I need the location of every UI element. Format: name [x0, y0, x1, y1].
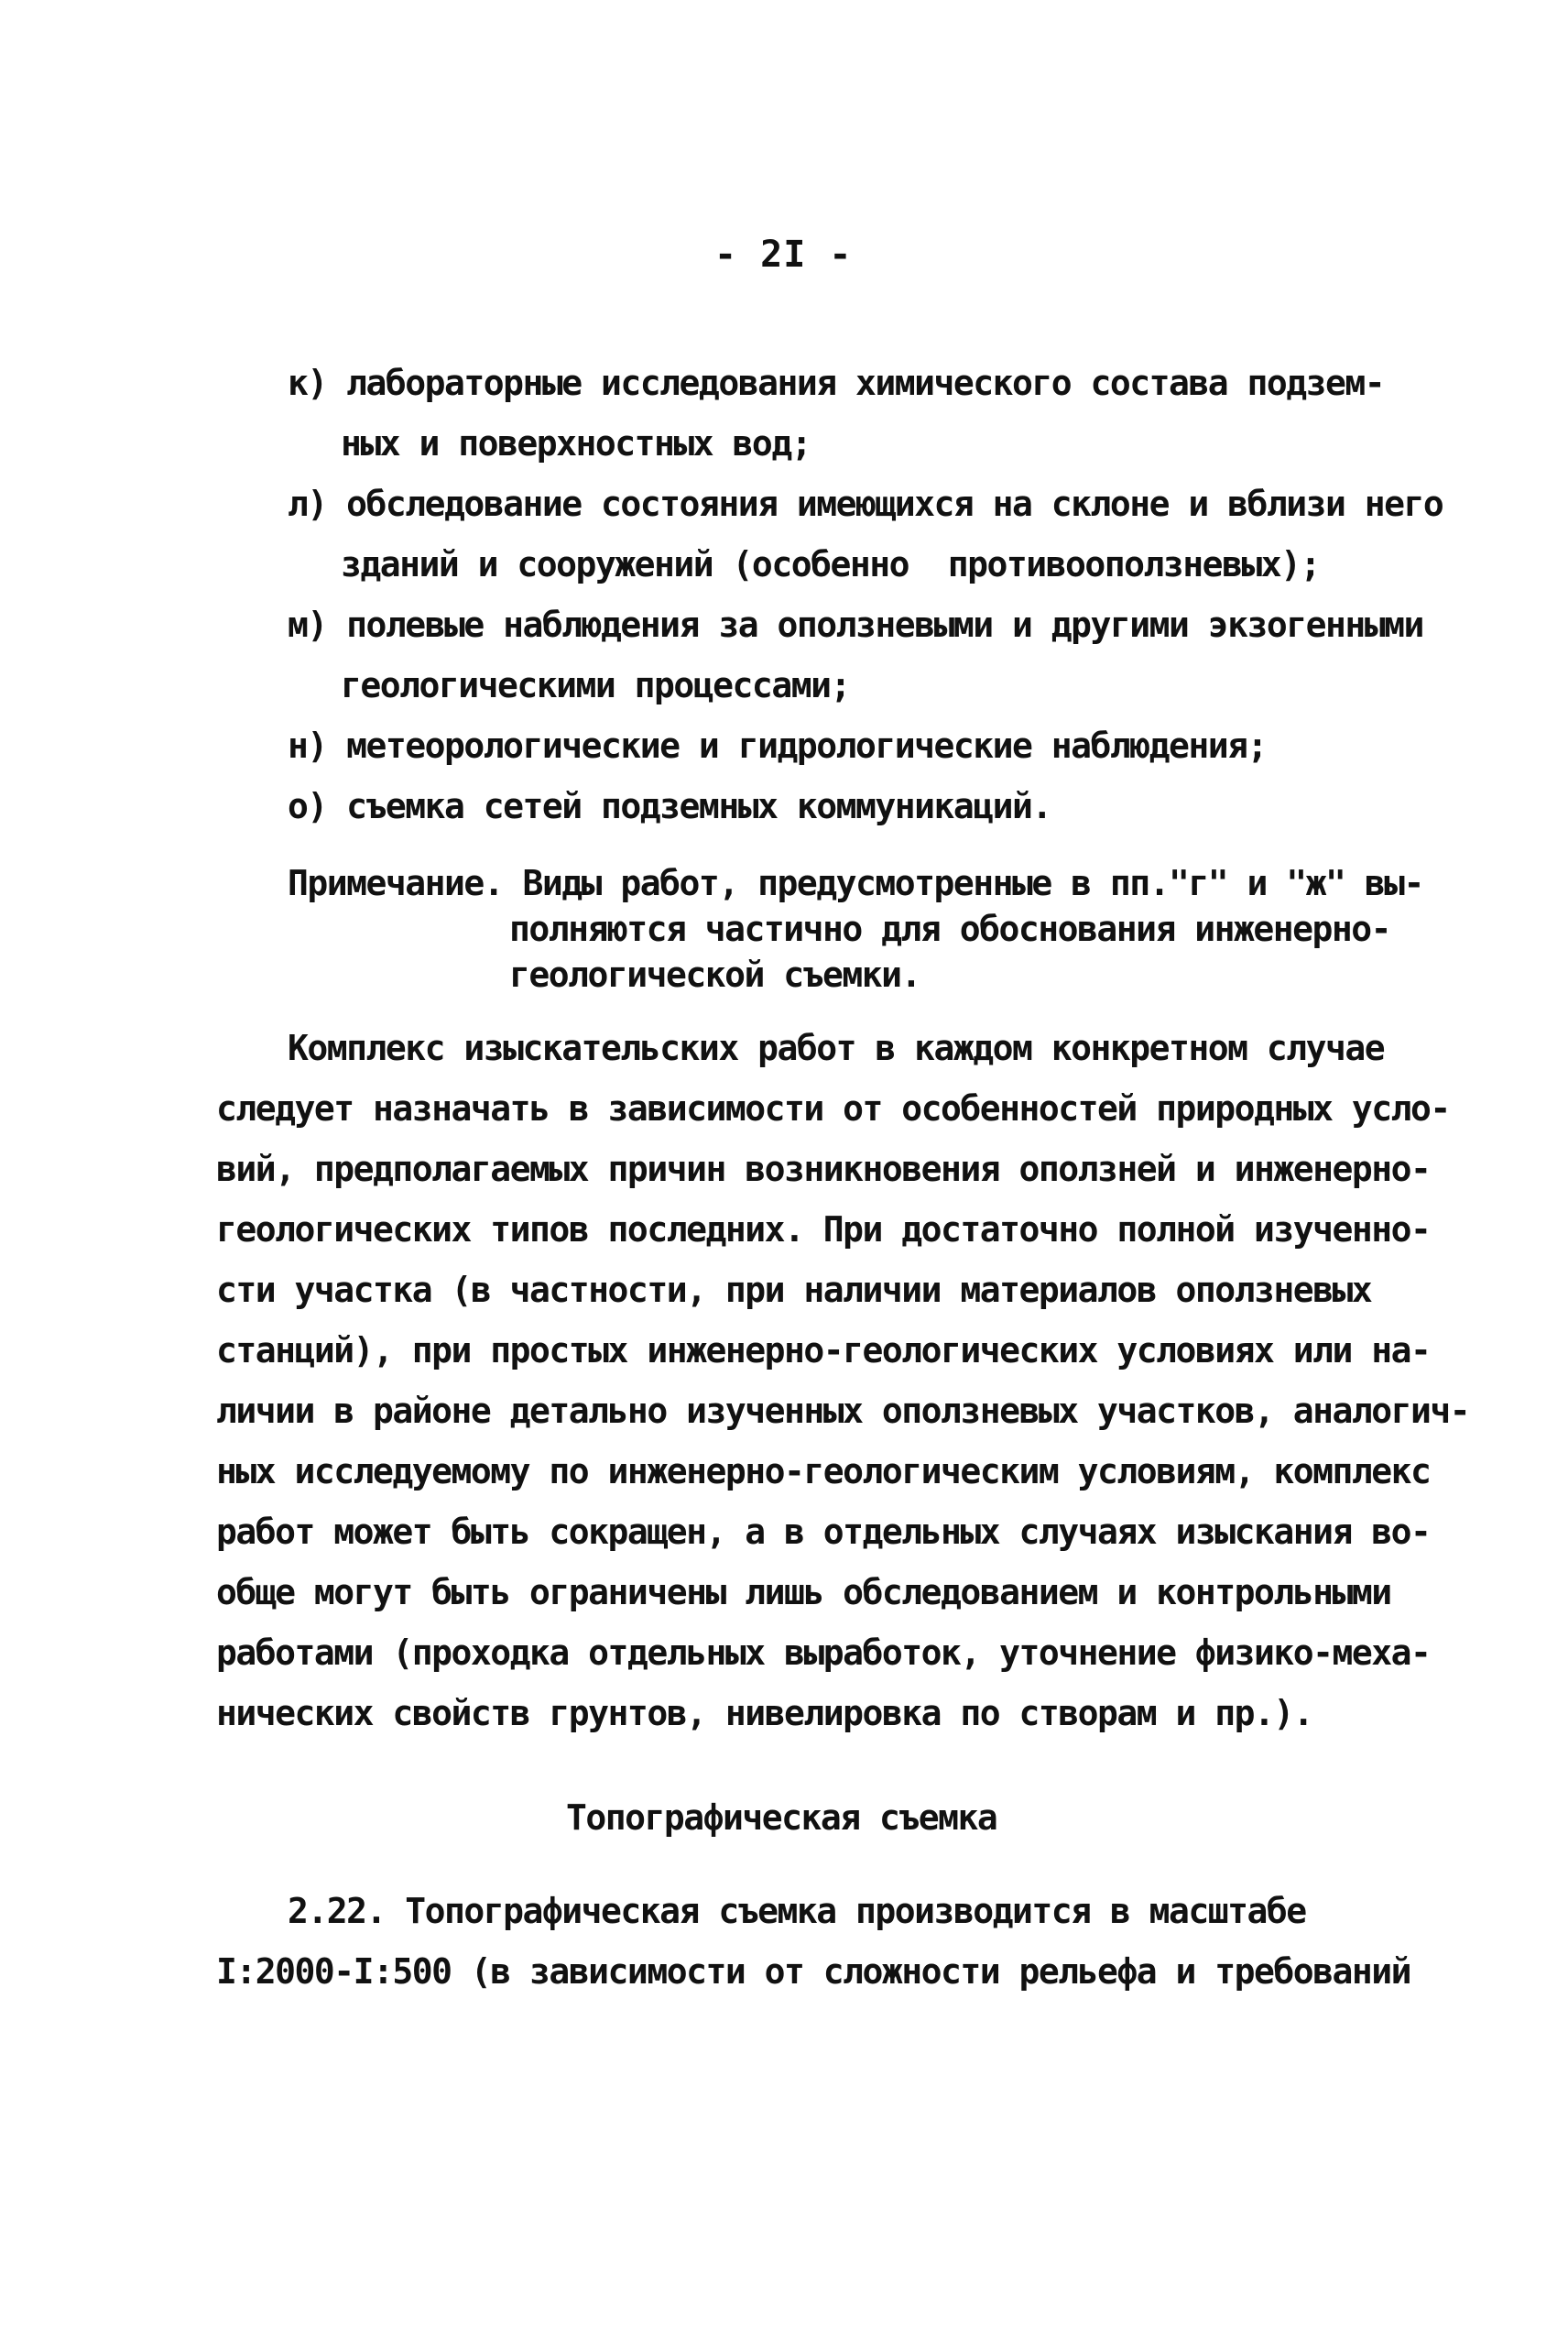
paragraph-line-9: работ может быть сокращен, а в отдельных случаях изыскания во-	[216, 1512, 1431, 1552]
note-line-2: полняются частично для обоснования инженерно-	[509, 909, 1391, 949]
list-item-o: о) съемка сетей подземных коммуникаций.	[288, 786, 1051, 826]
paragraph-line-11: работами (проходка отдельных выработок, уточнение физико-меха-	[216, 1633, 1431, 1673]
section-paragraph-line-1: 2.22. Топографическая съемка производится в масштабе	[288, 1891, 1306, 1931]
paragraph-line-4: геологических типов последних. При достаточно полной изученно-	[216, 1209, 1431, 1250]
paragraph-line-7: личии в районе детально изученных оползневых участков, аналогич-	[216, 1391, 1470, 1431]
note-line-3: геологической съемки.	[509, 955, 920, 995]
paragraph-line-12: нических свойств грунтов, нивелировка по створам и пр.).	[216, 1693, 1313, 1733]
note-line-1: Примечание. Виды работ, предусмотренные в пп."г" и "ж" вы-	[288, 863, 1423, 903]
list-item-m-line-1: м) полевые наблюдения за оползневыми и другими экзогенными	[288, 605, 1423, 645]
page-number: - 2I -	[714, 234, 853, 276]
paragraph-line-3: вий, предполагаемых причин возникновения оползней и инженерно-	[216, 1149, 1431, 1189]
paragraph-line-8: ных исследуемому по инженерно-геологическим условиям, комплекс	[216, 1451, 1431, 1491]
list-item-m-line-2: геологическими процессами;	[341, 665, 850, 705]
paragraph-line-1: Комплекс изыскательских работ в каждом конкретном случае	[288, 1028, 1385, 1068]
section-paragraph-line-2: I:2000-I:500 (в зависимости от сложности рельефа и требований	[216, 1951, 1411, 1992]
paragraph-line-5: сти участка (в частности, при наличии материалов оползневых	[216, 1270, 1372, 1310]
list-item-k-line-1: к) лабораторные исследования химического состава подзем-	[288, 363, 1385, 403]
paragraph-line-2: следует назначать в зависимости от особенностей природных усло-	[216, 1088, 1450, 1129]
paragraph-line-6: станций), при простых инженерно-геологических условиях или на-	[216, 1330, 1431, 1370]
list-item-l-line-2: зданий и сооружений (особенно противооползневых);	[341, 544, 1320, 584]
section-title: Топографическая съемка	[566, 1797, 997, 1838]
list-item-n: н) метеорологические и гидрологические наблюдения;	[288, 726, 1267, 766]
list-item-k-line-2: ных и поверхностных вод;	[341, 423, 811, 464]
paragraph-line-10: обще могут быть ограничены лишь обследованием и контрольными	[216, 1572, 1391, 1612]
list-item-l-line-1: л) обследование состояния имеющихся на склоне и вблизи него	[288, 484, 1443, 524]
